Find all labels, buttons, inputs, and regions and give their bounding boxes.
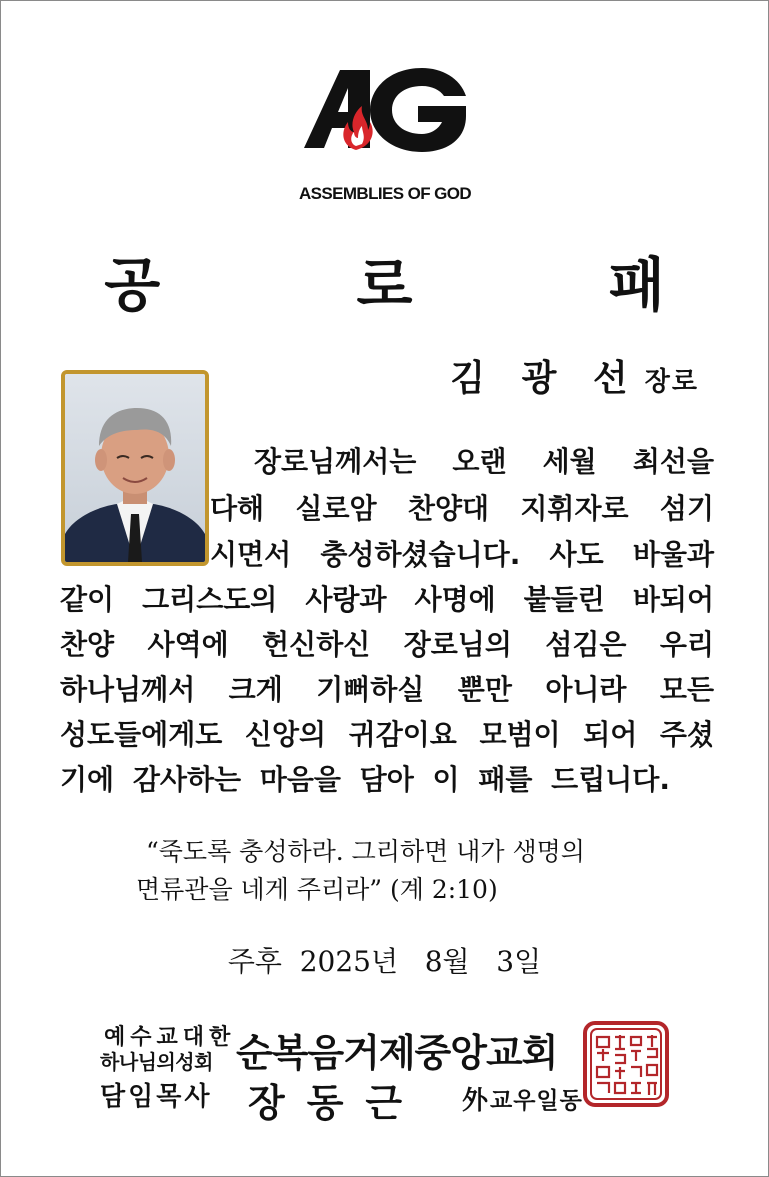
body-line-4: 같이 그리스도의 사랑과 사명에 붙들린 바되어 [60, 583, 714, 616]
pastor-title: 담임목사 [100, 1082, 213, 1112]
body-line-6: 하나님께서 크게 기뻐하실 뿐만 아니라 모든 [60, 673, 714, 706]
ag-logo-mark [290, 66, 480, 184]
body-line-1: 장로님께서는 오랜 세월 최선을 [254, 445, 714, 478]
recipient [450, 350, 699, 401]
church-name: 순복음거제중앙교회 [236, 1030, 558, 1075]
portrait-illustration [65, 374, 205, 562]
body-line-2: 다해 실로암 찬양대 지휘자로 섬기 [210, 492, 714, 525]
logo-subtitle: ASSEMBLIES OF GOD [298, 184, 472, 203]
pastor-name: 장동근 [248, 1080, 425, 1125]
body-line-5: 찬양 사역에 헌신하신 장로님의 섬김은 우리 [60, 628, 714, 661]
denomination-line-2: 하나님의성회 [100, 1050, 213, 1074]
recipient-name: 김 광 선 [450, 357, 640, 399]
church-seal-icon [583, 1021, 669, 1107]
body-line-3: 시면서 충성하셨습니다. 사도 바울과 [210, 538, 714, 571]
body-line-8: 기에 감사하는 마음을 담아 이 패를 드립니다. [60, 763, 670, 796]
body-line-7: 성도들에게도 신앙의 귀감이요 모범이 되어 주셨 [60, 718, 714, 751]
portrait-photo [61, 370, 209, 566]
presentation-date: 주후 2025년 8월 3일 [227, 945, 542, 978]
plaque-title: 공 로 패 [104, 251, 753, 319]
denomination-line-1: 예수교대한 [104, 1024, 236, 1050]
ag-logo [290, 66, 480, 206]
recipient-rank: 장로 [644, 367, 699, 397]
scripture-line-1: “죽도록 충성하라. 그리하면 내가 생명의 [146, 837, 585, 866]
congregation-label: 교우일동 [490, 1087, 583, 1114]
scripture-line-2: 면류관을 네게 주리라” (계 2:10) [136, 875, 498, 904]
suffix-mark: 外 [462, 1086, 489, 1116]
